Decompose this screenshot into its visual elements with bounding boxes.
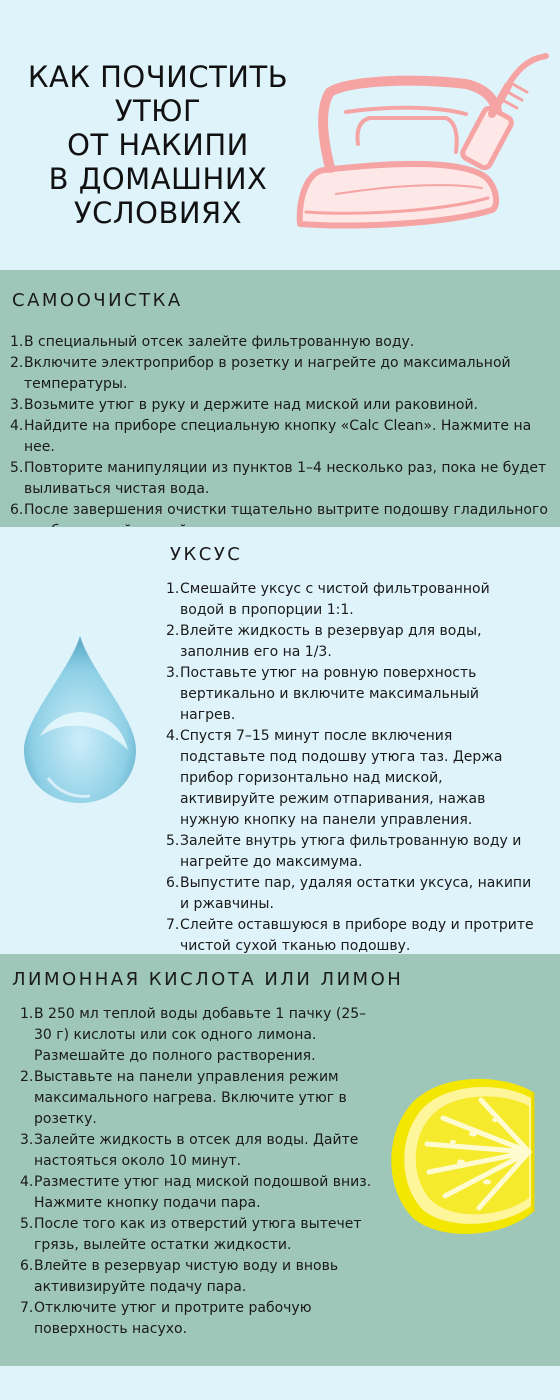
section-citric-acid bbox=[0, 954, 560, 1366]
item-text: Залейте внутрь утюга фильтрованную воду и нагрейте до максимума. bbox=[180, 833, 522, 870]
item-text: После того как из отверстий утюга вытечет грязь, вылейте остатки жидкости. bbox=[34, 1216, 362, 1253]
title-line: ОТ НАКИПИ bbox=[67, 128, 249, 162]
iron-icon bbox=[296, 52, 556, 234]
item-text: Влейте жидкость в резервуар для воды, заполнив его на 1/3. bbox=[180, 623, 482, 660]
item-text: После завершения очистки тщательно вытрите подошву гладильного bbox=[24, 502, 548, 518]
item-text: Выставьте на панели управления режим максимального нагрева. Включите утюг в розетку. bbox=[34, 1069, 347, 1127]
item-number: 2. bbox=[20, 1069, 34, 1085]
steps-list bbox=[10, 332, 555, 542]
item-number: 6. bbox=[20, 1258, 34, 1274]
item-text: Залейте жидкость в отсек для воды. Дайте настояться около 10 минут. bbox=[34, 1132, 359, 1169]
list-item bbox=[10, 458, 555, 500]
water-drop-icon bbox=[18, 632, 142, 807]
steps-list bbox=[166, 579, 538, 957]
section-title: УКСУС bbox=[170, 544, 243, 565]
item-number: 3. bbox=[166, 665, 180, 681]
item-number: 3. bbox=[20, 1132, 34, 1148]
item-number: 4. bbox=[10, 418, 24, 434]
list-item bbox=[20, 1298, 375, 1340]
list-item bbox=[20, 1172, 375, 1214]
item-number: 3. bbox=[10, 397, 24, 413]
item-number: 1. bbox=[166, 581, 180, 597]
item-text: Разместите утюг над миской подошвой вниз. Нажмите кнопку подачи пара. bbox=[34, 1174, 372, 1211]
item-number: 1. bbox=[10, 334, 24, 350]
list-item bbox=[20, 1067, 375, 1130]
page-title bbox=[8, 60, 308, 230]
item-text: Повторите манипуляции из пунктов 1–4 несколько раз, пока не будет выливаться чистая вода. bbox=[24, 460, 547, 497]
item-text: В специальный отсек залейте фильтрованную воду. bbox=[24, 334, 415, 350]
item-number: 5. bbox=[10, 460, 24, 476]
list-item bbox=[20, 1130, 375, 1172]
list-item bbox=[166, 663, 538, 726]
item-text: Влейте в резервуар чистую воду и вновь активизируйте подачу пара. bbox=[34, 1258, 339, 1295]
item-number: 5. bbox=[166, 833, 180, 849]
item-text: Включите электроприбор в розетку и нагрейте до максимальной температуры. bbox=[24, 355, 511, 392]
footer-strip bbox=[0, 1366, 560, 1400]
list-item bbox=[166, 579, 538, 621]
section-self-cleaning bbox=[0, 270, 560, 527]
item-text: Найдите на приборе специальную кнопку «Calc Clean». Нажмите на нее. bbox=[24, 418, 532, 455]
item-number: 6. bbox=[10, 502, 24, 518]
header bbox=[0, 0, 560, 270]
list-item bbox=[20, 1214, 375, 1256]
item-number: 2. bbox=[10, 355, 24, 371]
item-text: Слейте оставшуюся в приборе воду и протрите чистой сухой тканью подошву. bbox=[180, 917, 534, 954]
list-item bbox=[10, 332, 555, 353]
section-title: ЛИМОННАЯ КИСЛОТА ИЛИ ЛИМОН bbox=[12, 969, 404, 990]
item-number: 2. bbox=[166, 623, 180, 639]
list-item bbox=[166, 726, 538, 831]
item-number: 4. bbox=[166, 728, 180, 744]
item-text: Спустя 7–15 минут после включения подставьте под подошву утюга таз. Держа прибор горизонтально над миской, активируйте режим отпаривания, нажав нужную кнопку на панели управления. bbox=[180, 728, 503, 828]
list-item bbox=[10, 416, 555, 458]
list-item bbox=[20, 1256, 375, 1298]
item-text: Поставьте утюг на ровную поверхность вертикально и включите максимальный нагрев. bbox=[180, 665, 480, 723]
item-number: 6. bbox=[166, 875, 180, 891]
title-line: В ДОМАШНИХ bbox=[48, 162, 268, 196]
title-line: КАК ПОЧИСТИТЬ bbox=[27, 60, 289, 94]
section-vinegar bbox=[0, 527, 560, 954]
list-item bbox=[10, 395, 555, 416]
list-item bbox=[10, 353, 555, 395]
list-item bbox=[20, 1004, 375, 1067]
item-number: 1. bbox=[20, 1006, 34, 1022]
item-text: Смешайте уксус с чистой фильтрованной водой в пропорции 1:1. bbox=[180, 581, 490, 618]
list-item bbox=[166, 831, 538, 873]
list-item bbox=[166, 621, 538, 663]
item-text: Выпустите пар, удаляя остатки уксуса, накипи и ржавчины. bbox=[180, 875, 532, 912]
steps-list bbox=[20, 1004, 375, 1340]
section-title: САМООЧИСТКА bbox=[12, 290, 183, 311]
item-text: Возьмите утюг в руку и держите над миской или раковиной. bbox=[24, 397, 478, 413]
item-number: 4. bbox=[20, 1174, 34, 1190]
item-text: Отключите утюг и протрите рабочую поверхность насухо. bbox=[34, 1300, 312, 1337]
title-line: УСЛОВИЯХ bbox=[73, 196, 243, 230]
lemon-icon bbox=[383, 1072, 553, 1237]
title-line: УТЮГ bbox=[114, 94, 202, 128]
list-item bbox=[166, 915, 538, 957]
item-number: 7. bbox=[166, 917, 180, 933]
item-number: 5. bbox=[20, 1216, 34, 1232]
list-item bbox=[166, 873, 538, 915]
item-text: В 250 мл теплой воды добавьте 1 пачку (25–30 г) кислоты или сок одного лимона. Размешайте до полного растворения. bbox=[34, 1006, 367, 1064]
item-number: 7. bbox=[20, 1300, 34, 1316]
